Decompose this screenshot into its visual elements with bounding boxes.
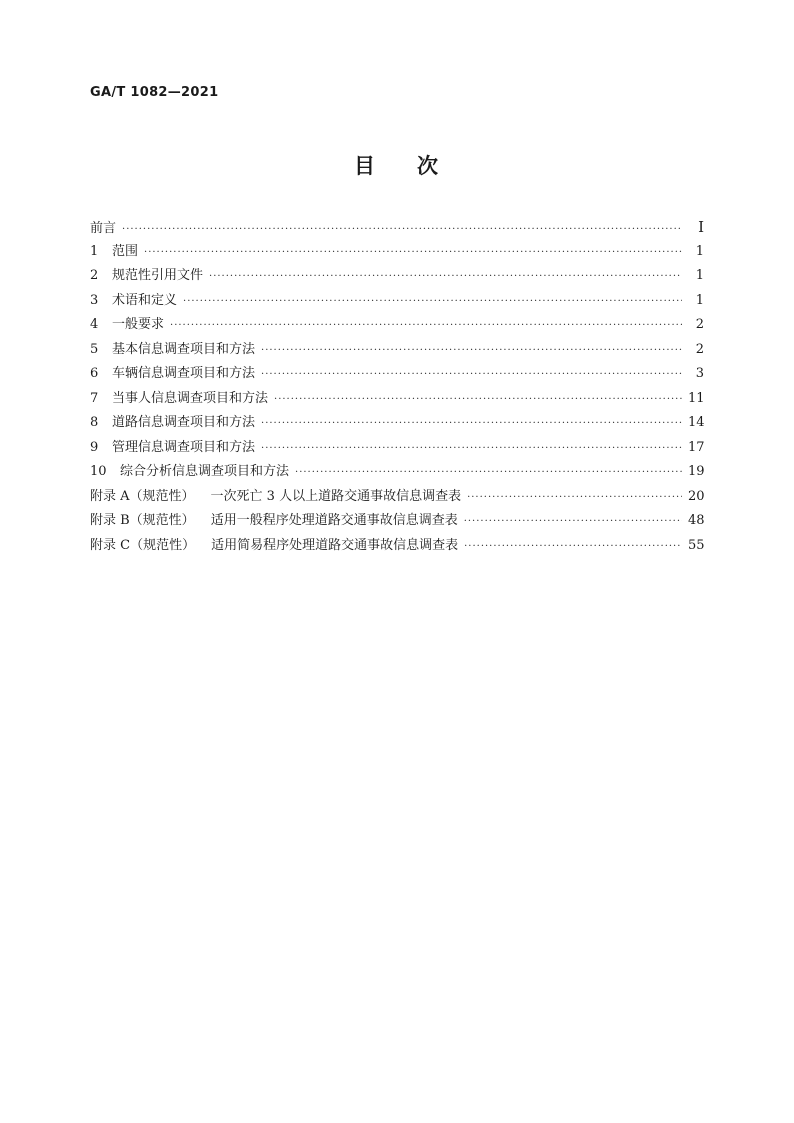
toc-entry-9[interactable]	[90, 436, 704, 461]
toc-entry-page: 3	[695, 366, 704, 381]
toc-entry-number: 附录 C（规范性）	[90, 537, 196, 553]
toc-leader-dots	[467, 486, 682, 511]
toc-entry-number: 附录 B（规范性）	[90, 513, 195, 528]
toc-leader-dots	[261, 412, 682, 437]
toc-entry-page: 2	[695, 317, 704, 332]
toc-entry-number: 8	[90, 415, 99, 430]
toc-entry-label: 适用简易程序处理道路交通事故信息调查表	[211, 537, 459, 553]
toc-entry-number: 3	[90, 292, 99, 308]
toc-entry-page: 55	[688, 537, 705, 553]
toc-entry-label: 管理信息调查项目和方法	[112, 439, 256, 455]
toc-entry-label: 术语和定义	[112, 292, 178, 308]
toc-leader-dots	[209, 265, 682, 290]
toc-entry-label: 一般要求	[112, 317, 165, 332]
toc-entry-number: 7	[90, 390, 99, 406]
toc-leader-dots	[274, 388, 682, 413]
toc-leader-dots	[144, 241, 682, 266]
toc-entry-number: 1	[90, 243, 99, 259]
toc-entry-number: 附录 A（规范性）	[90, 488, 195, 504]
toc-entry-7[interactable]	[90, 387, 704, 412]
toc-entry-label: 当事人信息调查项目和方法	[112, 390, 269, 406]
toc-entry-label: 道路信息调查项目和方法	[112, 415, 256, 430]
toc-entry-6[interactable]	[90, 362, 704, 387]
title-char-1: 目	[354, 154, 377, 178]
table-of-contents	[90, 215, 704, 558]
toc-leader-dots	[261, 339, 682, 364]
toc-entry-page: 2	[695, 341, 704, 357]
toc-leader-dots	[122, 218, 682, 243]
document-code: GA/T 1082—2021	[90, 85, 219, 100]
toc-leader-dots	[464, 535, 682, 560]
toc-entry-number: 10	[90, 464, 107, 479]
toc-entry-page: 19	[688, 464, 705, 479]
toc-leader-dots	[261, 437, 682, 462]
toc-entry-label: 规范性引用文件	[112, 268, 204, 283]
toc-entry-label: 范围	[112, 243, 139, 259]
toc-entry-label: 一次死亡 3 人以上道路交通事故信息调查表	[210, 488, 462, 504]
toc-entry-foreword[interactable]	[90, 215, 704, 240]
toc-entry-number: 4	[90, 317, 99, 332]
toc-entry-page: 14	[688, 415, 705, 430]
toc-entry-label: 综合分析信息调查项目和方法	[120, 464, 290, 479]
toc-entry-page: I	[698, 218, 704, 236]
toc-entry-label: 车辆信息调查项目和方法	[112, 366, 256, 381]
toc-leader-dots	[183, 290, 682, 315]
toc-entry-page: 1	[695, 243, 704, 259]
toc-entry-label: 前言	[90, 221, 117, 236]
toc-entry-number: 9	[90, 439, 99, 455]
toc-leader-dots	[170, 314, 682, 339]
toc-entry-number: 5	[90, 341, 99, 357]
toc-leader-dots	[464, 510, 682, 535]
toc-entry-appendix-b[interactable]	[90, 509, 704, 534]
toc-leader-dots	[295, 461, 682, 486]
toc-entry-5[interactable]	[90, 338, 704, 363]
toc-entry-page: 20	[688, 488, 705, 504]
toc-entry-number: 6	[90, 366, 99, 381]
toc-entry-page: 11	[688, 390, 705, 406]
toc-entry-1[interactable]	[90, 240, 704, 265]
toc-entry-10[interactable]	[90, 460, 704, 485]
toc-entry-page: 17	[688, 439, 705, 455]
toc-entry-page: 48	[688, 513, 705, 528]
toc-entry-appendix-c[interactable]	[90, 534, 704, 559]
toc-entry-2[interactable]	[90, 264, 704, 289]
toc-entry-appendix-a[interactable]	[90, 485, 704, 510]
title-char-2: 次	[417, 154, 440, 178]
toc-entry-page: 1	[695, 292, 704, 308]
toc-leader-dots	[261, 363, 682, 388]
toc-entry-8[interactable]	[90, 411, 704, 436]
toc-entry-label: 基本信息调查项目和方法	[112, 341, 256, 357]
toc-entry-label: 适用一般程序处理道路交通事故信息调查表	[210, 513, 458, 528]
toc-entry-number: 2	[90, 268, 99, 283]
toc-entry-page: 1	[695, 268, 704, 283]
page-title	[0, 150, 794, 180]
toc-entry-4[interactable]	[90, 313, 704, 338]
toc-entry-3[interactable]	[90, 289, 704, 314]
